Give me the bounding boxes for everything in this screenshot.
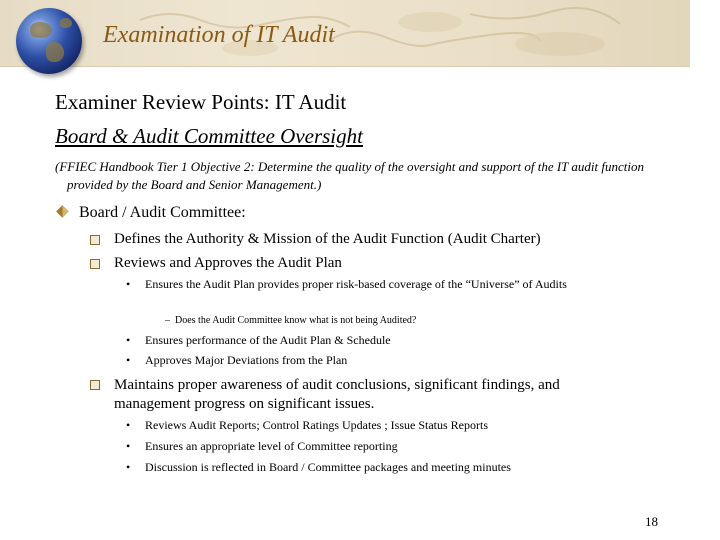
diamond-bullet-icon <box>56 205 69 218</box>
list-item-text: Maintains proper awareness of audit conclusions, significant findings, and management progress on significant issues. <box>114 377 560 412</box>
page-number: 18 <box>645 514 658 529</box>
section-label: Board / Audit Committee: <box>79 204 246 221</box>
square-bullet-icon <box>90 235 100 245</box>
sub-sub-list-item <box>165 315 416 326</box>
globe-icon <box>16 8 82 74</box>
section-heading <box>58 204 246 222</box>
dot-bullet-icon: • <box>126 418 131 432</box>
dot-bullet-icon: • <box>126 333 131 347</box>
sub-list-item-text: Discussion is reflected in Board / Committee packages and meeting minutes <box>145 460 511 474</box>
sub-list-item-text: Reviews Audit Reports; Control Ratings Updates ; Issue Status Reports <box>145 418 488 432</box>
sub-list-item-text: Ensures the Audit Plan provides proper risk-based coverage of the “Universe” of Audits <box>145 277 567 291</box>
dot-bullet-icon: • <box>126 460 131 474</box>
sub-list-item-text: Ensures performance of the Audit Plan & Schedule <box>145 333 391 347</box>
heading-review-points: Examiner Review Points: IT Audit <box>55 90 347 114</box>
objective-note: (FFIEC Handbook Tier 1 Objective 2: Determine the quality of the oversight and support of the IT audit function provided by the Board and Senior Management.) <box>55 159 645 192</box>
list-item-text: Defines the Authority & Mission of the Audit Function (Audit Charter) <box>114 231 541 247</box>
list-item-text: Reviews and Approves the Audit Plan <box>114 255 342 271</box>
square-bullet-icon <box>90 259 100 269</box>
dot-bullet-icon: • <box>126 277 131 291</box>
sub-list-item <box>126 277 596 292</box>
dot-bullet-icon: • <box>126 439 131 453</box>
slide-title: Examination of IT Audit <box>103 22 335 48</box>
dash-bullet-icon: – <box>165 315 170 326</box>
sub-list-item-text: Approves Major Deviations from the Plan <box>145 353 348 367</box>
heading-oversight: Board & Audit Committee Oversight <box>55 124 363 148</box>
sub-list-item-text: Ensures an appropriate level of Committee reporting <box>145 439 398 453</box>
sub-sub-list-item-text: Does the Audit Committee know what is not being Audited? <box>175 315 417 326</box>
title-banner <box>0 0 690 67</box>
square-bullet-icon <box>90 380 100 390</box>
list-item <box>90 376 620 414</box>
dot-bullet-icon: • <box>126 353 131 367</box>
